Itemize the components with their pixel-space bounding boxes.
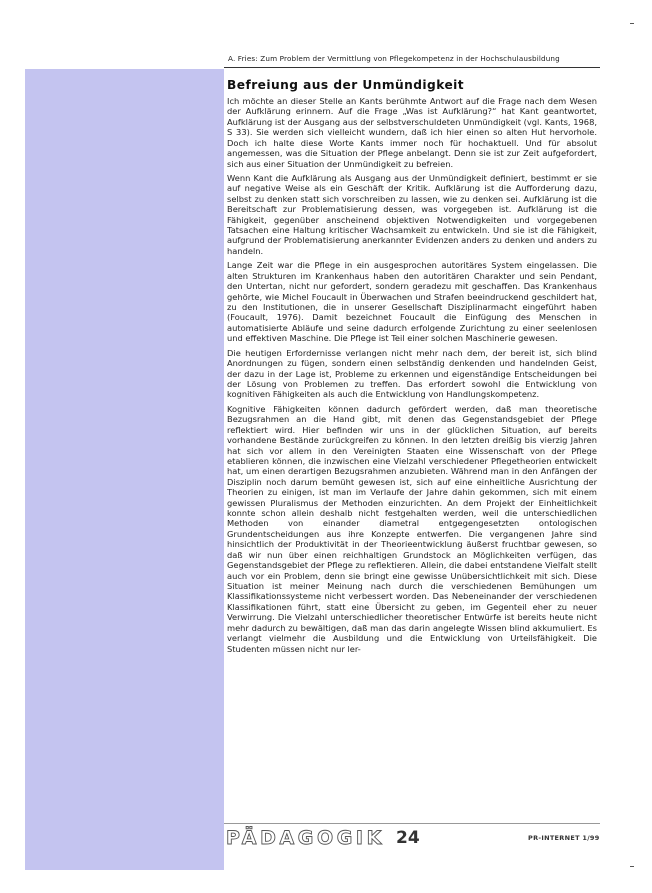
- crop-mark-bottom-right: [630, 866, 634, 867]
- sidebar-panel: [25, 69, 224, 870]
- article-body: [227, 96, 597, 658]
- footer-rule: [224, 823, 600, 824]
- paragraph: Kognitive Fähigkeiten können dadurch gefördert werden, daß man theoretische Bezugsrahmen an die Hand gibt, mit denen das Gegenstandsgebiet der Pflege reflektiert wird. Hier befinden wir uns in der glücklichen Situation, auf bereits vorhandene Bestände zurückgreifen zu können. In den letzten dreißig bis vierzig Jahren hat sich vor allem in den Vereinigten Staaten eine Wissenschaft von der Pflege etablieren können, die inzwischen eine Vielzahl verschiedener Pflegetheorien entwickelt hat, um einen derartigen Bezugsrahmen anzubieten. Während man in den Anfängen der Disziplin noch darum bemüht gewesen ist, sich auf eine einheitliche Ausrichtung der Theorien zu einigen, ist man im Verlaufe der Jahre dahin gekommen, sich mit einem gewissen Pluralismus der Methoden einzurichten. An dem Projekt der Einheitlichkeit konnte schon allein deshalb nicht festgehalten werden, weil die unterschiedlichen Methoden von einander diametral entgegengesetzten ontologischen Grundentscheidungen aus ihre Konzepte entwerfen. Die vergangenen Jahre sind hinsichtlich der Produktivität in der Theorieentwicklung äußerst fruchtbar gewesen, so daß wir nun über einen reichhaltigen Grundstock an Möglichkeiten verfügen, das Gegenstandsgebiet der Pflege zu reflektieren. Allein, die dabei entstandene Vielfalt stellt auch vor ein Problem, denn sie bringt eine gewisse Unübersichtlichkeit mit sich. Diese Situation ist meiner Meinung nach durch die verschiedenen Bemühungen um Klassifikationssysteme nicht verbessert worden. Das Nebeneinander der verschiedenen Klassifikationen führt, statt eine Übersicht zu geben, im Gegenteil eher zu neuer Verwirrung. Die Vielzahl unterschiedlicher theoretischer Entwürfe ist bereits heute nicht mehr dadurch zu bewältigen, daß man das darin angelegte Wissen blind akkumuliert. Es verlangt vielmehr die Ausbildung und die Entwicklung von Urteilsfähigkeit. Die Studenten müssen nicht nur ler-: [227, 403, 597, 654]
- page-number: 24: [396, 828, 420, 848]
- issue-label: PR-INTERNET 1/99: [528, 834, 600, 842]
- article-title: Befreiung aus der Unmündigkeit: [227, 78, 465, 92]
- crop-mark-top-right: [630, 23, 634, 24]
- paragraph: Lange Zeit war die Pflege in ein ausgesprochen autoritäres System eingelassen. Die alten Strukturen im Krankenhaus haben den autoritären Charakter und sein Pendant, den Untertan, nicht nur gefordert, sondern geradezu mit geschaffen. Das Krankenhaus gehörte, wie Michel Foucault in Überwachen und Strafen beeindruckend geschildert hat, zu den Institutionen, die in unserer Gesellschaft Disziplinarmacht eingeführt haben (Foucault, 1976). Damit bezeichnet Foucault die Einfügung des Menschen in automatisierte Abläufe und seine dadurch erfolgende Zurichtung zu einer seelenlosen und effektiven Maschine. Die Pflege ist Teil einer solchen Maschinerie gewesen.: [227, 260, 597, 344]
- paragraph: Ich möchte an dieser Stelle an Kants berühmte Antwort auf die Frage nach dem Wesen der Aufklärung erinnern. Auf die Frage „Was ist Aufklärung?“ hat Kant geantwortet, Aufklärung ist der Ausgang aus der selbstverschuldeten Unmündigkeit (vgl. Kants, 1968, S 33). Sie werden sich vielleicht wundern, daß ich hier einen so alten Hut hervorhole. Doch ich halte diese Worte Kants immer noch für hochaktuell. Und für absolut angemessen, was die Situation der Pflege anbelangt. Denn sie ist zur Zeit aufgefordert, sich aus einer Situation der Unmündigkeit zu befreien.: [227, 96, 597, 169]
- journal-logo: PÄDAGOGIK: [226, 827, 385, 849]
- running-header: A. Fries: Zum Problem der Vermittlung von Pflegekompetenz in der Hochschulausbildung: [228, 54, 560, 63]
- paragraph: Wenn Kant die Aufklärung als Ausgang aus der Unmündigkeit definiert, bestimmt er sie auf negative Weise als ein Geschäft der Kritik. Aufklärung ist die Aufforderung dazu, selbst zu denken statt sich vorschreiben zu lassen, wie zu denken sei. Aufklärung ist die Bereitschaft zur Problematisierung dessen, was vorgegeben ist. Aufklärung ist die Fähigkeit, gegenüber anscheinend objektiven Notwendigkeiten und vorgegebenen Tatsachen eine Haltung kritischer Wachsamkeit zu entwickeln. Und sie ist die Fähigkeit, aufgrund der Problematisierung anerkannter Evidenzen anders zu denken und anders zu handeln.: [227, 172, 597, 256]
- paragraph: Die heutigen Erfordernisse verlangen nicht mehr nach dem, der bereit ist, sich blind Anordnungen zu fügen, sondern einen selbständig denkenden und handelnden Geist, der dazu in der Lage ist, Probleme zu erkennen und eigenständige Entscheidungen bei der Lösung von Problemen zu treffen. Das erfordert sowohl die Entwicklung von kognitiven Fähigkeiten als auch die Entwicklung von Handlungskompetenz.: [227, 347, 597, 400]
- header-rule: [224, 67, 600, 68]
